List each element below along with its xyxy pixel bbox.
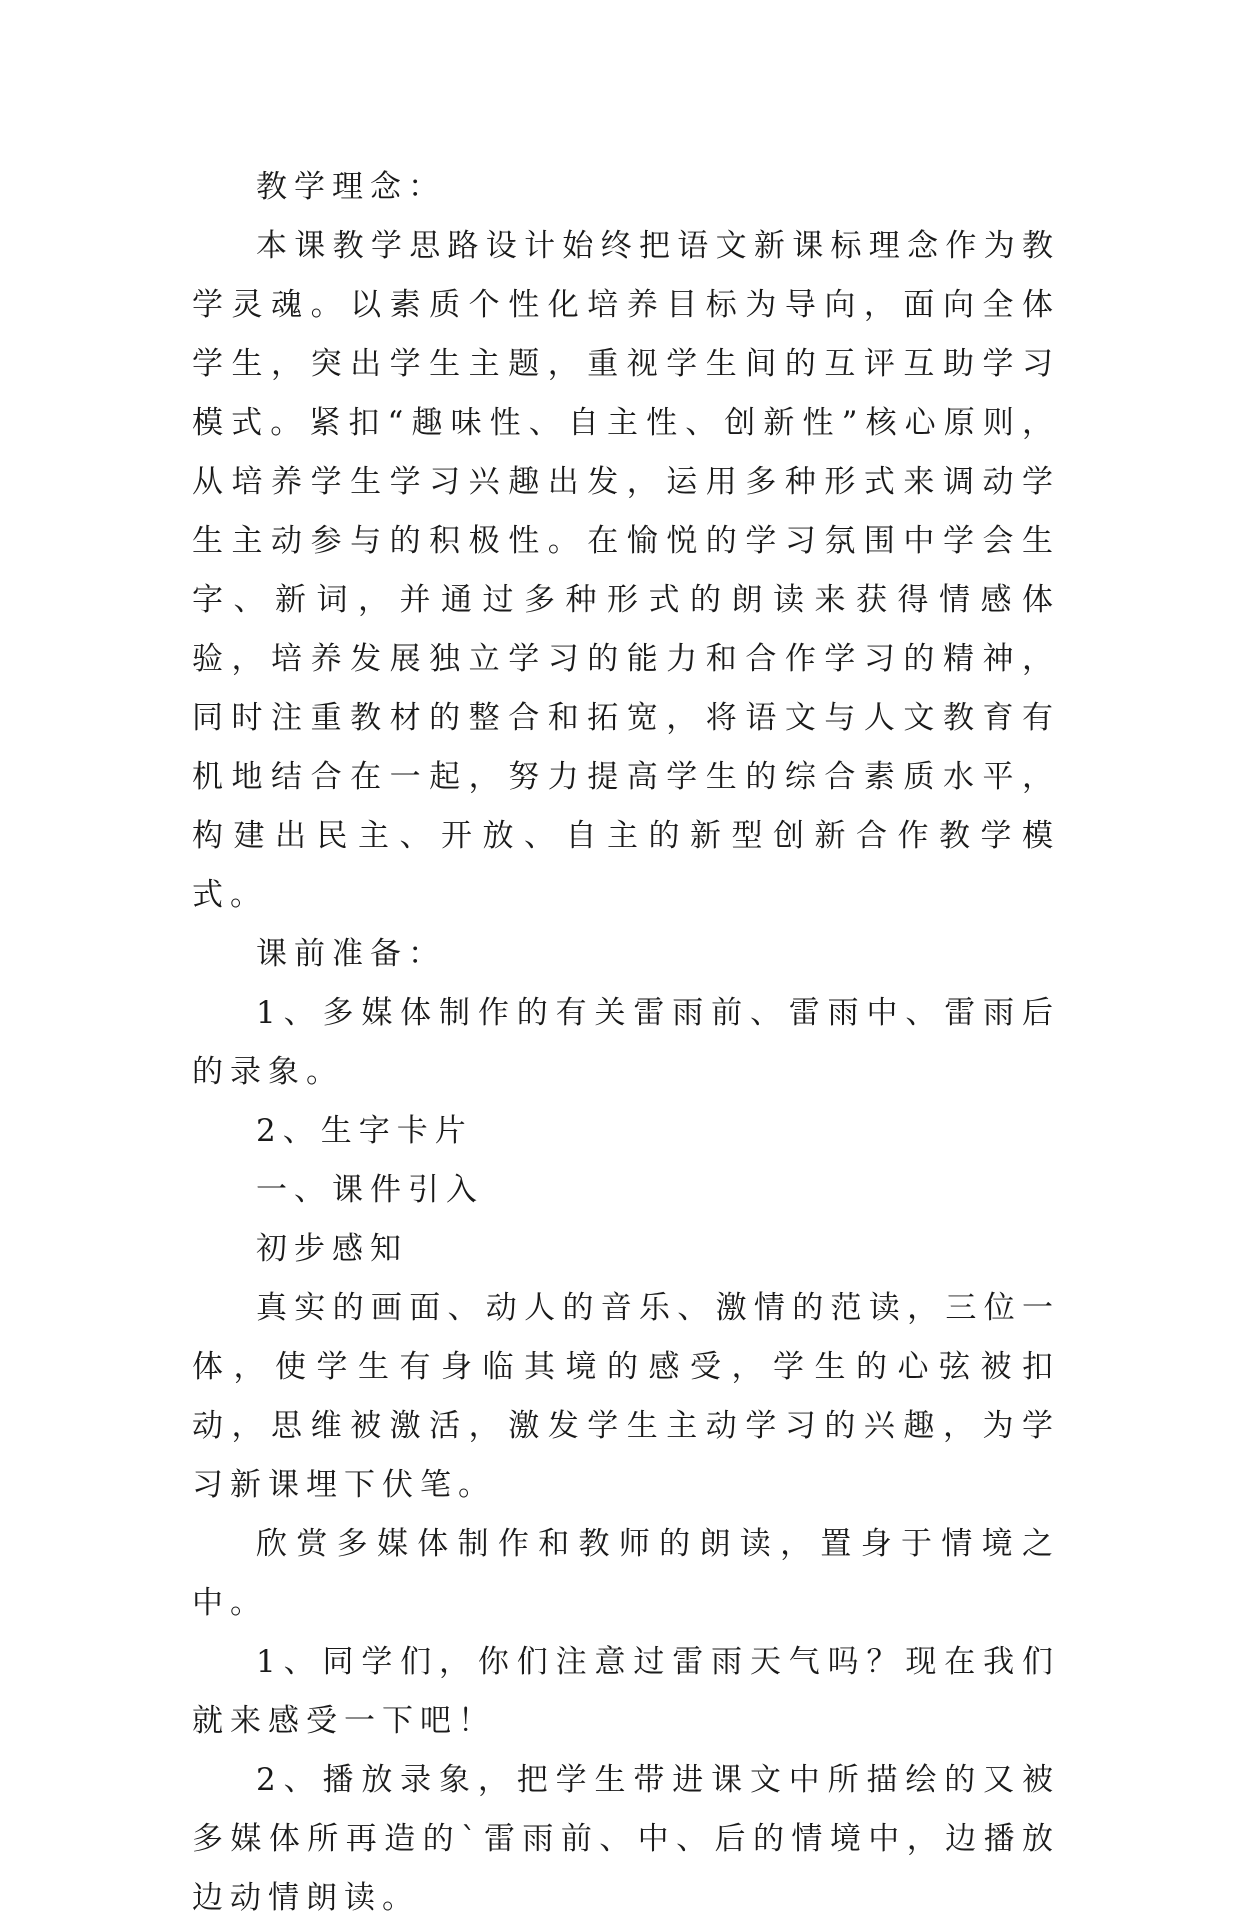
subheading-initial-perception: 初步感知	[256, 1231, 408, 1267]
paragraph-teaching-philosophy: 本课教学思路设计始终把语文新课标理念作为教学灵魂。以素质个性化培养目标为导向，面向全体学生，突出学生主题，重视学生间的互评互助学习模式。紧扣“趣味性、自主性、创新性”核心原则，从培养学生学习兴趣出发，运用多种形式来调动学生主动参与的积极性。在愉悦的学习氛围中学会生字、新词，并通过多种形式的朗读来获得情感体验，培养发展独立学习的能力和合作学习的精神，同时注重教材的整合和拓宽，将语文与人文教育有机地结合在一起，努力提高学生的综合素质水平，构建出民主、开放、自主的新型创新合作教学模式。	[192, 228, 1060, 913]
list-item-word-cards: 2、生字卡片	[256, 1113, 473, 1149]
step-2-play-video: 2、播放录象，把学生带进课文中所描绘的又被多媒体所再造的`雷雨前、中、后的情境中，边播放边动情朗读。	[192, 1762, 1060, 1916]
heading-preparation: 课前准备：	[256, 936, 446, 972]
section-heading-courseware-intro: 一、课件引入	[256, 1172, 484, 1208]
step-1-question: 1、同学们，你们注意过雷雨天气吗？现在我们就来感受一下吧！	[192, 1644, 1060, 1739]
list-item-multimedia: 1、多媒体制作的有关雷雨前、雷雨中、雷雨后的录象。	[192, 995, 1060, 1090]
paragraph-perception-description: 真实的画面、动人的音乐、激情的范读，三位一体，使学生有身临其境的感受，学生的心弦被扣动，思维被激活，激发学生主动学习的兴趣，为学习新课埋下伏笔。	[192, 1290, 1060, 1503]
document-body	[192, 158, 1060, 1928]
paragraph-appreciate-multimedia: 欣赏多媒体制作和教师的朗读，置身于情境之中。	[192, 1526, 1060, 1621]
heading-teaching-philosophy: 教学理念：	[256, 169, 446, 205]
